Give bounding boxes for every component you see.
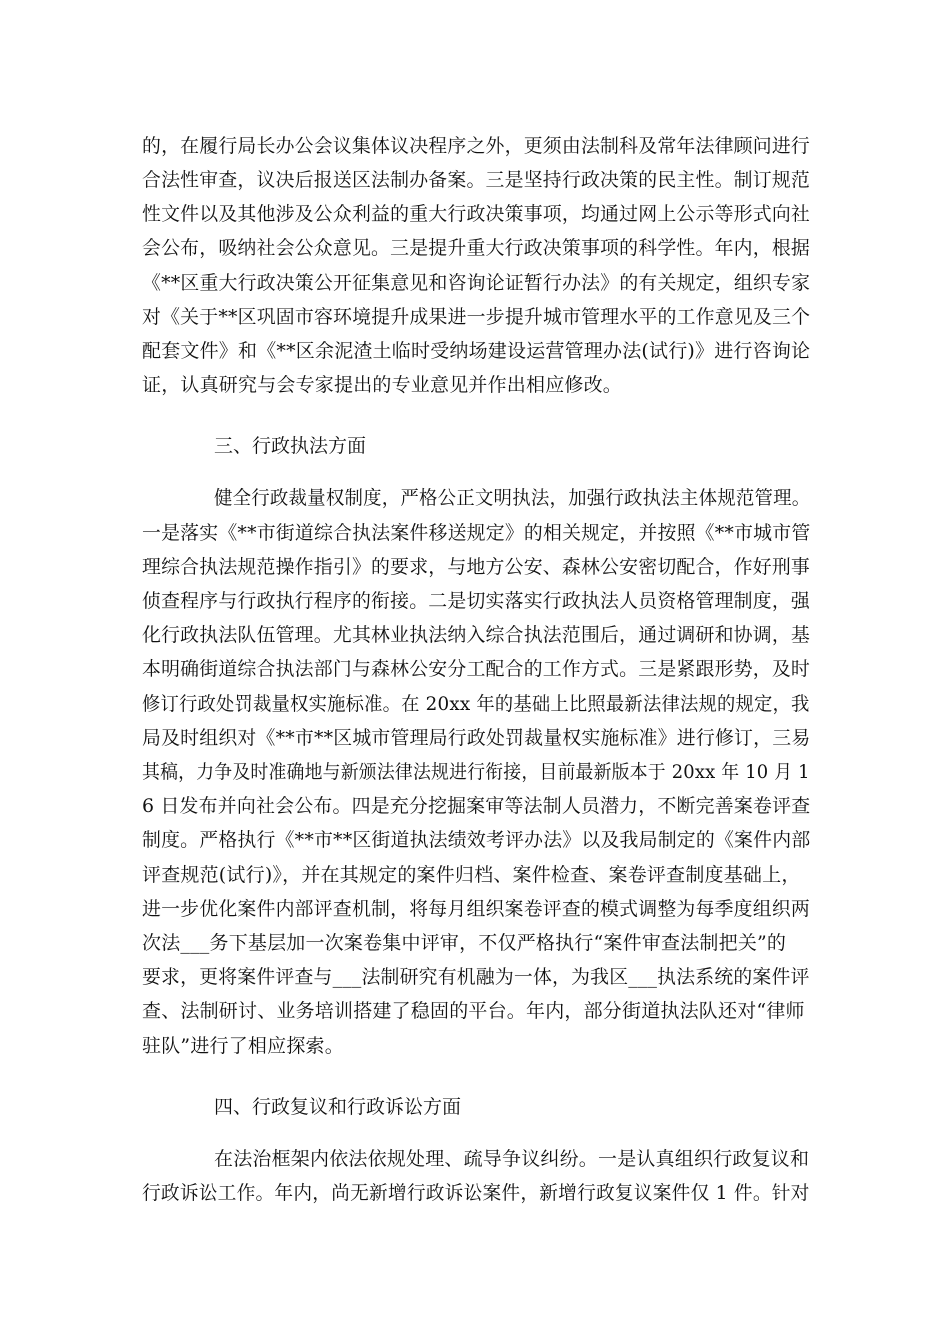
paragraph-line: 其稿，力争及时准确地与新颁法律法规进行衔接，目前最新版本于 20xx 年 10 月 1 bbox=[142, 761, 810, 783]
paragraph-line: 会公布，吸纳社会公众意见。三是提升重大行政决策事项的科学性。年内，根据 bbox=[142, 237, 811, 259]
paragraph-line: 一是落实《**市街道综合执法案件移送规定》的相关规定，并按照《**市城市管 bbox=[142, 522, 811, 544]
paragraph-line: 侦查程序与行政执行程序的衔接。二是切实落实行政执法人员资格管理制度，强 bbox=[142, 590, 811, 612]
paragraph-line: 制度。严格执行《**市**区街道执法绩效考评办法》以及我局制定的《案件内部 bbox=[142, 829, 811, 851]
paragraph-line: 查、法制研讨、业务培训搭建了稳固的平台。年内，部分街道执法队还对“律师 bbox=[142, 1000, 805, 1022]
paragraph-line: 的，在履行局长办公会议集体议决程序之外，更须由法制科及常年法律顾问进行 bbox=[142, 135, 811, 157]
paragraph-line: 在法治框架内依法依规处理、疏导争议纠纷。一是认真组织行政复议和 bbox=[214, 1148, 810, 1170]
paragraph-line: 对《关于**区巩固市容环境提升成果进一步提升城市管理水平的工作意见及三个 bbox=[142, 306, 811, 328]
paragraph-line: 本明确街道综合执法部门与森林公安分工配合的工作方式。三是紧跟形势，及时 bbox=[142, 658, 811, 680]
paragraph-line: 要求，更将案件评查与___法制研究有机融为一体，为我区___执法系统的案件评 bbox=[142, 966, 810, 988]
paragraph-line: 证，认真研究与会专家提出的专业意见并作出相应修改。 bbox=[142, 374, 623, 396]
paragraph-line: 《**区重大行政决策公开征集意见和咨询论证暂行办法》的有关规定，组织专家 bbox=[142, 272, 811, 294]
paragraph-line: 进一步优化案件内部评查机制，将每月组织案卷评查的模式调整为每季度组织两 bbox=[142, 898, 811, 920]
paragraph-line: 配套文件》和《**区余泥渣土临时受纳场建设运营管理办法(试行)》进行咨询论 bbox=[142, 340, 811, 362]
paragraph-line: 健全行政裁量权制度，严格公正文明执法，加强行政执法主体规范管理。 bbox=[214, 487, 811, 509]
section-heading: 四、行政复议和行政诉讼方面 bbox=[214, 1096, 462, 1118]
paragraph-line: 性文件以及其他涉及公众利益的重大行政决策事项，均通过网上公示等形式向社 bbox=[142, 203, 811, 225]
paragraph-line: 行政诉讼工作。年内，尚无新增行政诉讼案件，新增行政复议案件仅 1 件。针对 bbox=[142, 1182, 810, 1204]
paragraph-line: 合法性审查，议决后报送区法制办备案。三是坚持行政决策的民主性。制订规范 bbox=[142, 169, 811, 191]
paragraph-line: 6 日发布并向社会公布。四是充分挖掘案审等法制人员潜力，不断完善案卷评查 bbox=[142, 795, 811, 817]
section-heading: 三、行政执法方面 bbox=[214, 435, 367, 457]
paragraph-line: 评查规范(试行)》，并在其规定的案件归档、案件检查、案卷评查制度基础上， bbox=[142, 864, 801, 886]
paragraph-line: 次法___务下基层加一次案卷集中评审，不仅严格执行“案件审查法制把关”的 bbox=[142, 932, 787, 954]
paragraph-line: 局及时组织对《**市**区城市管理局行政处罚裁量权实施标准》进行修订，三易 bbox=[142, 727, 811, 749]
paragraph-line: 理综合执法规范操作指引》的要求，与地方公安、森林公安密切配合，作好刑事 bbox=[142, 556, 811, 578]
paragraph-line: 化行政执法队伍管理。尤其林业执法纳入综合执法范围后，通过调研和协调，基 bbox=[142, 624, 811, 646]
paragraph-line: 修订行政处罚裁量权实施标准。在 20xx 年的基础上比照最新法律法规的规定，我 bbox=[142, 693, 810, 715]
paragraph-line: 驻队”进行了相应探索。 bbox=[142, 1035, 344, 1057]
